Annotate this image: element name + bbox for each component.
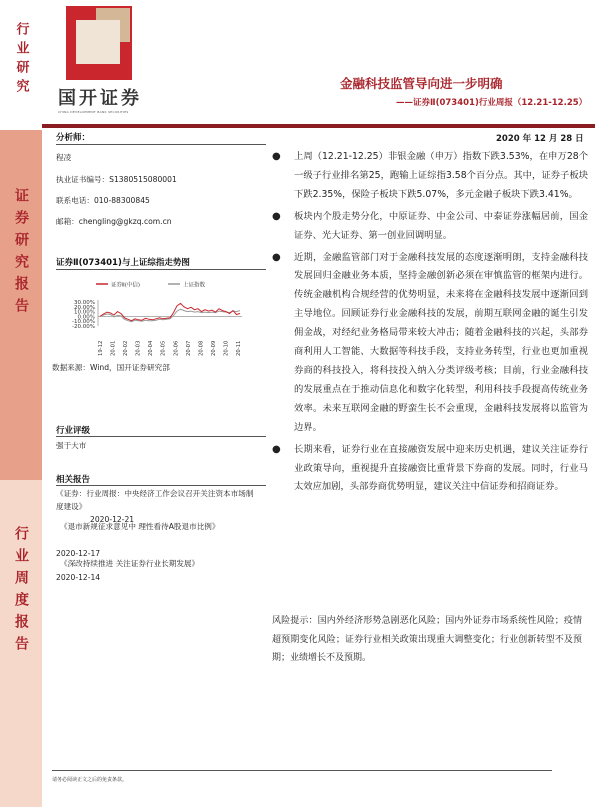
bullet-item [270, 249, 588, 438]
sidebar-top-segment [0, 0, 42, 130]
bullet-dot-icon: ● [272, 443, 281, 455]
y-tick-label: -20.00% [72, 324, 95, 330]
x-tick-label: 20-10 [223, 340, 230, 356]
related-report-title[interactable]: 《深改持续推进 关注证券行业长期发展》 [60, 559, 200, 568]
related-report-date: 2020-12-21 [90, 515, 135, 524]
bullet-dot-icon: ● [272, 210, 281, 222]
bullet-text: 近期，金融监管部门对于金融科技发展的态度逐渐明朗，支持金融科技发展回归金融业务本质，坚持金融创新必须在审慎监管的框架内进行。传统金融机构合规经营的优势明显，未来将在金融科技发展中逐渐回到主导地位。回顾证券行业金融科技的发展，前期互联网金融的诞生引发佣金战，对经纪业务格局带来较大冲击；随着金融科技的兴起，头部券商利用人工智能、大数据等科技手段，支持业务转型，行业也更加重视券商的科技投入，将科技投入纳入分类评级考核；目前，行业金融科技的发展重点在于推动信息化和数字化转型，利用科技手段提高传统业务效率。未来互联网金融的野蛮生长不会重现，金融科技发展将以监管为边界。 [294, 251, 588, 433]
related-divider [56, 485, 266, 486]
related-report-title[interactable]: 《证券：行业周报：中央经济工作会议召开关注资本市场制度建设》 [56, 489, 254, 511]
bullet-item [270, 208, 588, 246]
logo-subtitle: CHINA DEVELOPMENT BANK SECURITIES [58, 110, 129, 114]
x-tick-label: 20-09 [210, 340, 217, 356]
related-heading: 相关报告 [56, 475, 91, 485]
series-line [100, 303, 240, 320]
sidebar-middle-segment [0, 130, 42, 480]
bullet-text: 板块内个股走势分化，中原证券、中金公司、中泰证券涨幅居前，国金证券、光大证券、第一创业回调明显。 [294, 210, 588, 241]
series-line [100, 309, 240, 322]
logo-mark-icon [66, 6, 132, 80]
x-tick-label: 20-11 [236, 340, 242, 356]
y-tick-label: 10.00% [74, 309, 95, 316]
legend-label: 证券Ⅱ(中信) [111, 282, 140, 289]
analyst-name: 程凌 [56, 153, 72, 162]
x-tick-label: 20-08 [198, 340, 205, 356]
related-report-title[interactable]: 《退市新规征求意见中 理性看待A股退市比例》 [60, 522, 220, 531]
x-tick-label: 20-01 [110, 340, 117, 356]
report-date: 2020 年 12 月 28 日 [496, 134, 584, 144]
rating-value: 强于大市 [56, 441, 87, 450]
analyst-heading: 分析师： [56, 133, 91, 143]
bullet-text: 上周（12.21-12.25）非银金融（申万）指数下跌3.53%，在申万28个一级子行业排名第25，跑输上证综指3.58个百分点。其中，证券子板块下跌2.35%，保险子板块下跌5.07%，多元金融子板块下跌3.41%。 [294, 151, 588, 200]
footer-divider [52, 770, 552, 771]
sidebar-label-weekly-report: 行业周度报告 [13, 526, 29, 658]
x-tick-label: 20-05 [160, 340, 167, 356]
sidebar-label-securities-report: 证券研究报告 [13, 188, 29, 320]
title-divider [42, 124, 595, 128]
analyst-email: 邮箱：chengling@gkzq.com.cn [56, 217, 172, 226]
sidebar-bottom-segment [0, 480, 42, 807]
y-tick-label: 0.00% [77, 314, 95, 321]
bullet-dot-icon: ● [272, 151, 281, 162]
report-subtitle: ——证券Ⅱ(073401)行业周报（12.21-12.25） [396, 98, 588, 108]
report-title: 金融科技监管导向进一步明确 [340, 76, 503, 91]
legend-label: 上证指数 [183, 282, 206, 289]
bullet-item [270, 148, 588, 205]
bullet-dot-icon: ● [272, 251, 281, 263]
bullet-text: 长期来看，证券行业在直接融资发展中迎来历史机遇，建议关注证券行业政策导向，重视提升直接融资比重背景下券商的发展。同时，行业马太效应加剧，头部券商优势明显，建议关注中信证券和招商证券。 [294, 443, 588, 493]
left-sidebar [0, 0, 42, 807]
y-tick-label: 20.00% [74, 304, 95, 311]
related-report-date: 2020-12-14 [56, 573, 101, 582]
y-tick-label: 30.00% [74, 300, 95, 306]
sidebar-label-industry-research: 行业研究 [13, 22, 29, 98]
bullet-item [270, 441, 588, 498]
related-report-date: 2020-12-17 [56, 549, 101, 558]
logo-name: 国开证券 [58, 88, 142, 109]
chart-source: 数据来源：Wind，国开证券研究部 [52, 363, 170, 372]
x-tick-label: 19-12 [98, 340, 104, 356]
x-tick-label: 20-03 [135, 340, 142, 356]
rating-heading: 行业评级 [56, 426, 91, 436]
risk-warning: 风险提示：国内外经济形势急剧恶化风险；国内外证券市场系统性风险；疫情超预期变化风险；证券行业相关政策出现重大调整变化；行业创新转型不及预期；业绩增长不及预期。 [272, 616, 582, 663]
rating-divider [56, 436, 266, 437]
chart-heading: 证券Ⅱ(073401)与上证综指走势图 [56, 258, 190, 268]
x-tick-label: 20-02 [123, 340, 130, 356]
x-tick-label: 20-04 [148, 340, 155, 356]
x-tick-label: 20-07 [185, 340, 192, 356]
y-tick-label: -10.00% [72, 319, 95, 326]
footer-disclaimer: 请务必阅读正文之后的免责条款。 [52, 777, 128, 783]
index-trend-chart [56, 268, 248, 358]
x-tick-label: 20-06 [173, 340, 180, 356]
analyst-phone: 联系电话：010-88300845 [56, 196, 150, 205]
analyst-divider [56, 144, 266, 145]
analyst-license: 执业证书编号：S1380515080001 [56, 175, 177, 184]
summary-bullets [270, 148, 588, 497]
